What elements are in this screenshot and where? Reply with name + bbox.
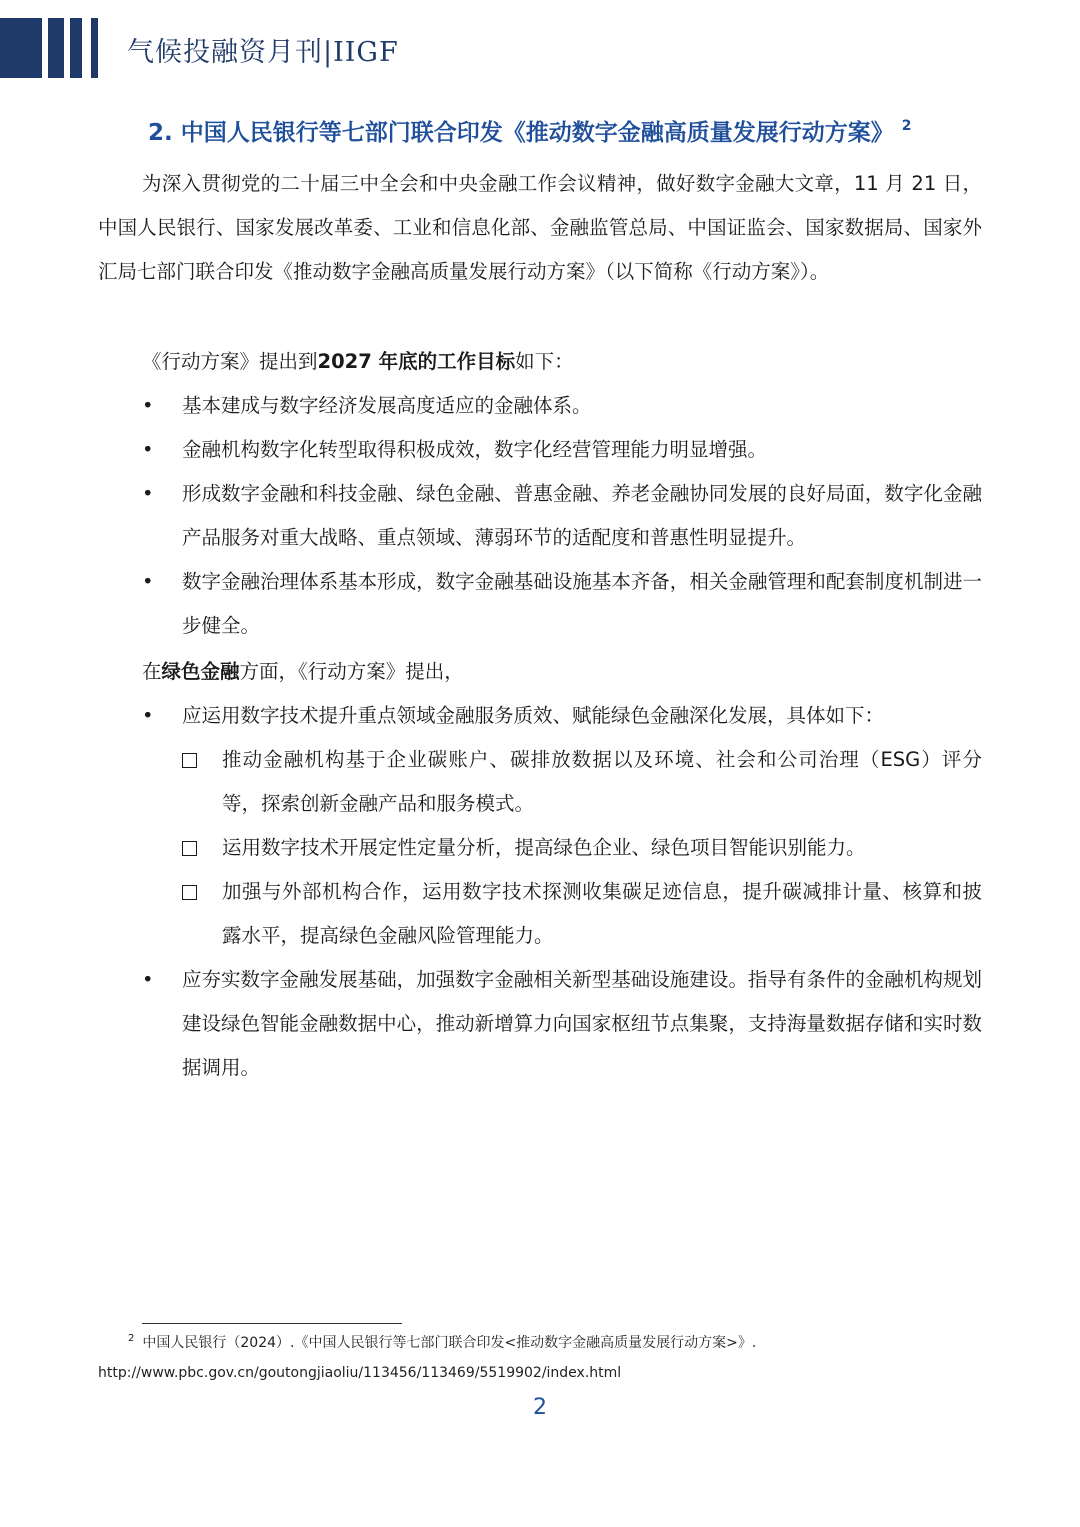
sublist-item-text: 推动金融机构基于企业碳账户、碳排放数据以及环境、社会和公司治理（ESG）评分等，探索创新金融产品和服务模式。 xyxy=(222,748,982,815)
green-finance-intro xyxy=(142,650,982,694)
page-number: 2 xyxy=(533,1395,547,1420)
footnote-text: 中国人民银行（2024）.《中国人民银行等七部门联合印发<推动数字金融高质量发展行动方案>》. xyxy=(142,1335,757,1351)
green-intro-bold: 绿色金融 xyxy=(161,660,240,683)
green-intro-after: 方面，《行动方案》提出， xyxy=(239,660,464,683)
goals-list xyxy=(142,384,982,648)
checkbox-square-icon xyxy=(182,885,197,900)
goals-intro-after: 如下： xyxy=(515,350,574,373)
sublist-item-text: 加强与外部机构合作，运用数字技术探测收集碳足迹信息，提升碳减排计量、核算和披露水平，提高绿色金融风险管理能力。 xyxy=(222,880,982,947)
list-item xyxy=(142,428,982,472)
green-finance-list xyxy=(142,694,982,1090)
goals-intro xyxy=(142,340,982,384)
checkbox-square-icon xyxy=(182,753,197,768)
list-item xyxy=(142,694,982,958)
footnote-number: 2 xyxy=(128,1333,135,1345)
section-title-text: 2. 中国人民银行等七部门联合印发《推动数字金融高质量发展行动方案》 xyxy=(148,120,894,146)
bullet-icon: • xyxy=(142,704,154,727)
list-item-text: 应夯实数字金融发展基础，加强数字金融相关新型基础设施建设。指导有条件的金融机构规划建设绿色智能金融数据中心，推动新增算力向国家枢纽节点集聚，支持海量数据存储和实时数据调用。 xyxy=(182,968,982,1079)
bullet-icon: • xyxy=(142,394,154,417)
footnote-divider xyxy=(142,1323,402,1324)
sublist-item xyxy=(182,826,982,870)
sublist-item xyxy=(182,738,982,826)
intro-paragraph: 为深入贯彻党的二十届三中全会和中央金融工作会议精神，做好数字金融大文章，11 月 21 日，中国人民银行、国家发展改革委、工业和信息化部、金融监管总局、中国证监会、国家数据局、国家外汇局七部门联合印发《推动数字金融高质量发展行动方案》（以下简称《行动方案》）。 xyxy=(98,172,982,283)
section-title xyxy=(148,114,988,147)
footnote-ref[interactable]: 2 xyxy=(901,118,912,134)
list-item-text: 基本建成与数字经济发展高度适应的金融体系。 xyxy=(182,394,592,417)
list-item-text: 金融机构数字化转型取得积极成效，数字化经营管理能力明显增强。 xyxy=(182,438,768,461)
list-item xyxy=(142,384,982,428)
list-item xyxy=(142,958,982,1090)
list-item xyxy=(142,560,982,648)
list-item xyxy=(142,472,982,560)
footnote xyxy=(128,1332,756,1352)
sublist-item xyxy=(182,870,982,958)
sublist-item-text: 运用数字技术开展定性定量分析，提高绿色企业、绿色项目智能识别能力。 xyxy=(222,836,866,859)
green-sublist xyxy=(182,738,982,958)
header-logo-bars xyxy=(0,18,100,78)
checkbox-square-icon xyxy=(182,841,197,856)
goals-intro-before: 《行动方案》提出到 xyxy=(142,350,318,373)
footnote-url-link[interactable]: http://www.pbc.gov.cn/goutongjiaoliu/113456/113469/5519902/index.html xyxy=(98,1365,622,1381)
bullet-icon: • xyxy=(142,570,154,593)
header-title: 气候投融资月刊|IIGF xyxy=(127,37,399,68)
bullet-icon: • xyxy=(142,482,154,505)
bullet-icon: • xyxy=(142,438,154,461)
list-item-text: 数字金融治理体系基本形成，数字金融基础设施基本齐备，相关金融管理和配套制度机制进一步健全。 xyxy=(182,570,982,637)
list-item-text: 形成数字金融和科技金融、绿色金融、普惠金融、养老金融协同发展的良好局面，数字化金融产品服务对重大战略、重点领域、薄弱环节的适配度和普惠性明显提升。 xyxy=(182,482,982,549)
green-intro-before: 在 xyxy=(142,660,162,683)
goals-intro-bold: 2027 年底的工作目标 xyxy=(317,350,516,373)
bullet-icon: • xyxy=(142,968,154,991)
list-item-text: 应运用数字技术提升重点领域金融服务质效、赋能绿色金融深化发展，具体如下： xyxy=(182,704,885,727)
